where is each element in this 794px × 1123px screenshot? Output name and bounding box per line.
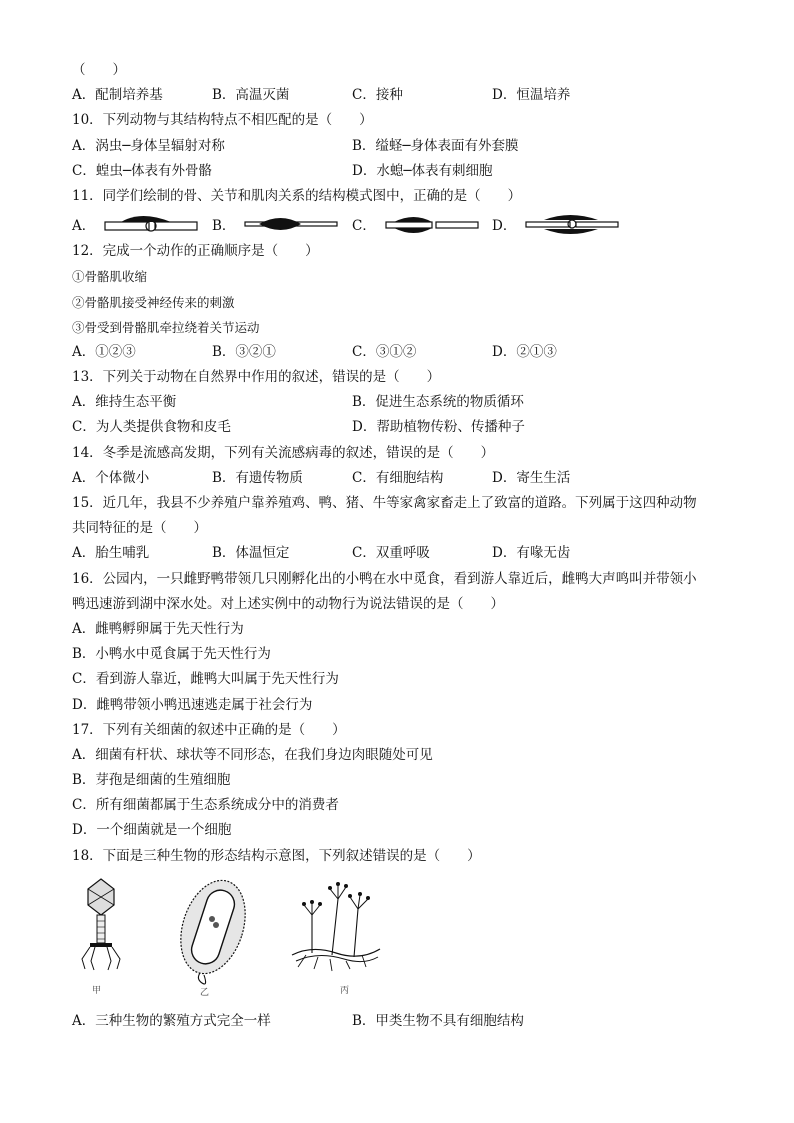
bone-joint-muscle-diagram-d [522,212,622,236]
q16-option-d[interactable]: D．雌鸭带领小鸭迅速逃走属于社会行为 [72,696,313,713]
q11-option-d[interactable]: D． [492,212,632,236]
q15-option-b[interactable]: B．体温恒定 [212,545,290,562]
q12-option-d[interactable]: D．②①③ [492,343,557,360]
q12-step-2: ②骨骼肌接受神经传来的刺激 [72,294,235,310]
q13-stem: 13．下列关于动物在自然界中作用的叙述，错误的是（ ） [72,369,441,386]
q11-option-b[interactable]: B． [212,212,352,236]
q11-options [72,209,732,239]
figure-label-jia: 甲 [92,985,102,996]
q9-option-b[interactable]: B．高温灭菌 [212,87,290,104]
fungus-figure [288,875,384,975]
q15-option-c[interactable]: C．双重呼吸 [352,545,430,562]
q18-stem: 18．下面是三种生物的形态结构示意图，下列叙述错误的是（ ） [72,847,481,864]
q11-stem: 11．同学们绘制的骨、关节和肌肉关系的结构模式图中，正确的是（ ） [72,187,522,204]
q12-option-a[interactable]: A．①②③ [72,343,136,360]
figure-label-bing: 丙 [340,985,350,996]
q15-option-a[interactable]: A．胎生哺乳 [72,545,150,562]
q12-step-1: ①骨骼肌收缩 [72,269,148,285]
q13-option-d[interactable]: D．帮助植物传粉、传播种子 [352,419,525,436]
q12-option-b[interactable]: B．③②① [212,343,276,360]
q12-step-3: ③骨受到骨骼肌牵拉绕着关节运动 [72,319,260,335]
q13-option-c[interactable]: C．为人类提供食物和皮毛 [72,419,231,436]
q16-option-a[interactable]: A．雌鸭孵卵属于先天性行为 [72,620,244,637]
q15-option-d[interactable]: D．有喙无齿 [492,545,571,562]
bacterium-figure [170,875,256,987]
q17-stem: 17．下列有关细菌的叙述中正确的是（ ） [72,721,346,738]
q16-stem-line2: 鸭迅速游到湖中深水处。对上述实例中的动物行为说法错误的是（ ） [72,595,504,612]
q14-option-d[interactable]: D．寄生生活 [492,469,571,486]
q14-stem: 14．冬季是流感高发期，下列有关流感病毒的叙述，错误的是（ ） [72,444,495,461]
q9-options [72,83,732,108]
q18-option-a[interactable]: A．三种生物的繁殖方式完全一样 [72,1012,271,1029]
q12-stem: 12．完成一个动作的正确顺序是（ ） [72,243,319,260]
q18-option-b[interactable]: B．甲类生物不具有细胞结构 [352,1012,524,1029]
q10-option-c[interactable]: C．蝗虫─体表有外骨骼 [72,162,212,179]
q10-option-b[interactable]: B．缢蛏─身体表面有外套膜 [352,137,519,154]
exam-page [72,58,732,1034]
q9-option-a[interactable]: A．配制培养基 [72,87,163,104]
bone-joint-muscle-diagram-c [382,212,482,236]
q9-bracket: （ ） [72,62,126,78]
q16-option-b[interactable]: B．小鸭水中觅食属于先天性行为 [72,646,271,663]
q17-option-b[interactable]: B．芽孢是细菌的生殖细胞 [72,772,231,789]
q10-stem: 10．下列动物与其结构特点不相匹配的是（ ） [72,112,373,129]
bone-joint-muscle-diagram-b [241,212,341,236]
q16-option-c[interactable]: C．看到游人靠近，雌鸭大叫属于先天性行为 [72,671,339,688]
q17-option-c[interactable]: C．所有细菌都属于生态系统成分中的消费者 [72,797,339,814]
q11-option-a[interactable]: A． [72,212,212,236]
q9-option-c[interactable]: C．接种 [352,87,403,104]
q17-option-d[interactable]: D．一个细菌就是一个细胞 [72,822,232,839]
q15-stem-line1: 15．近几年，我县不少养殖户靠养殖鸡、鸭、猪、牛等家禽家畜走上了致富的道路。下列属于这四种动物 [72,495,697,511]
q13-option-b[interactable]: B．促进生态系统的物质循环 [352,394,524,411]
q11-option-c[interactable]: C． [352,212,492,236]
virus-figure [76,875,126,975]
q18-figures [72,869,732,1009]
q9-option-d[interactable]: D．恒温培养 [492,87,571,104]
q13-option-a[interactable]: A．维持生态平衡 [72,394,177,411]
figure-label-yi: 乙 [200,987,210,998]
q14-option-c[interactable]: C．有细胞结构 [352,469,444,486]
q16-stem-line1: 16．公园内，一只雌野鸭带领几只刚孵化出的小鸭在水中觅食，看到游人靠近后，雌鸭大声鸣叫并带领小 [72,570,697,587]
q17-option-a[interactable]: A．细菌有杆状、球状等不同形态，在我们身边肉眼随处可见 [72,746,433,763]
q14-option-a[interactable]: A．个体微小 [72,469,150,486]
q12-option-c[interactable]: C．③①② [352,343,417,360]
bone-joint-muscle-diagram-a [101,212,201,236]
q14-option-b[interactable]: B．有遗传物质 [212,469,303,486]
q10-option-d[interactable]: D．水螅─体表有刺细胞 [352,162,493,179]
q15-stem-line2: 共同特征的是（ ） [72,520,207,537]
q10-option-a[interactable]: A．涡虫─身体呈辐射对称 [72,137,225,154]
